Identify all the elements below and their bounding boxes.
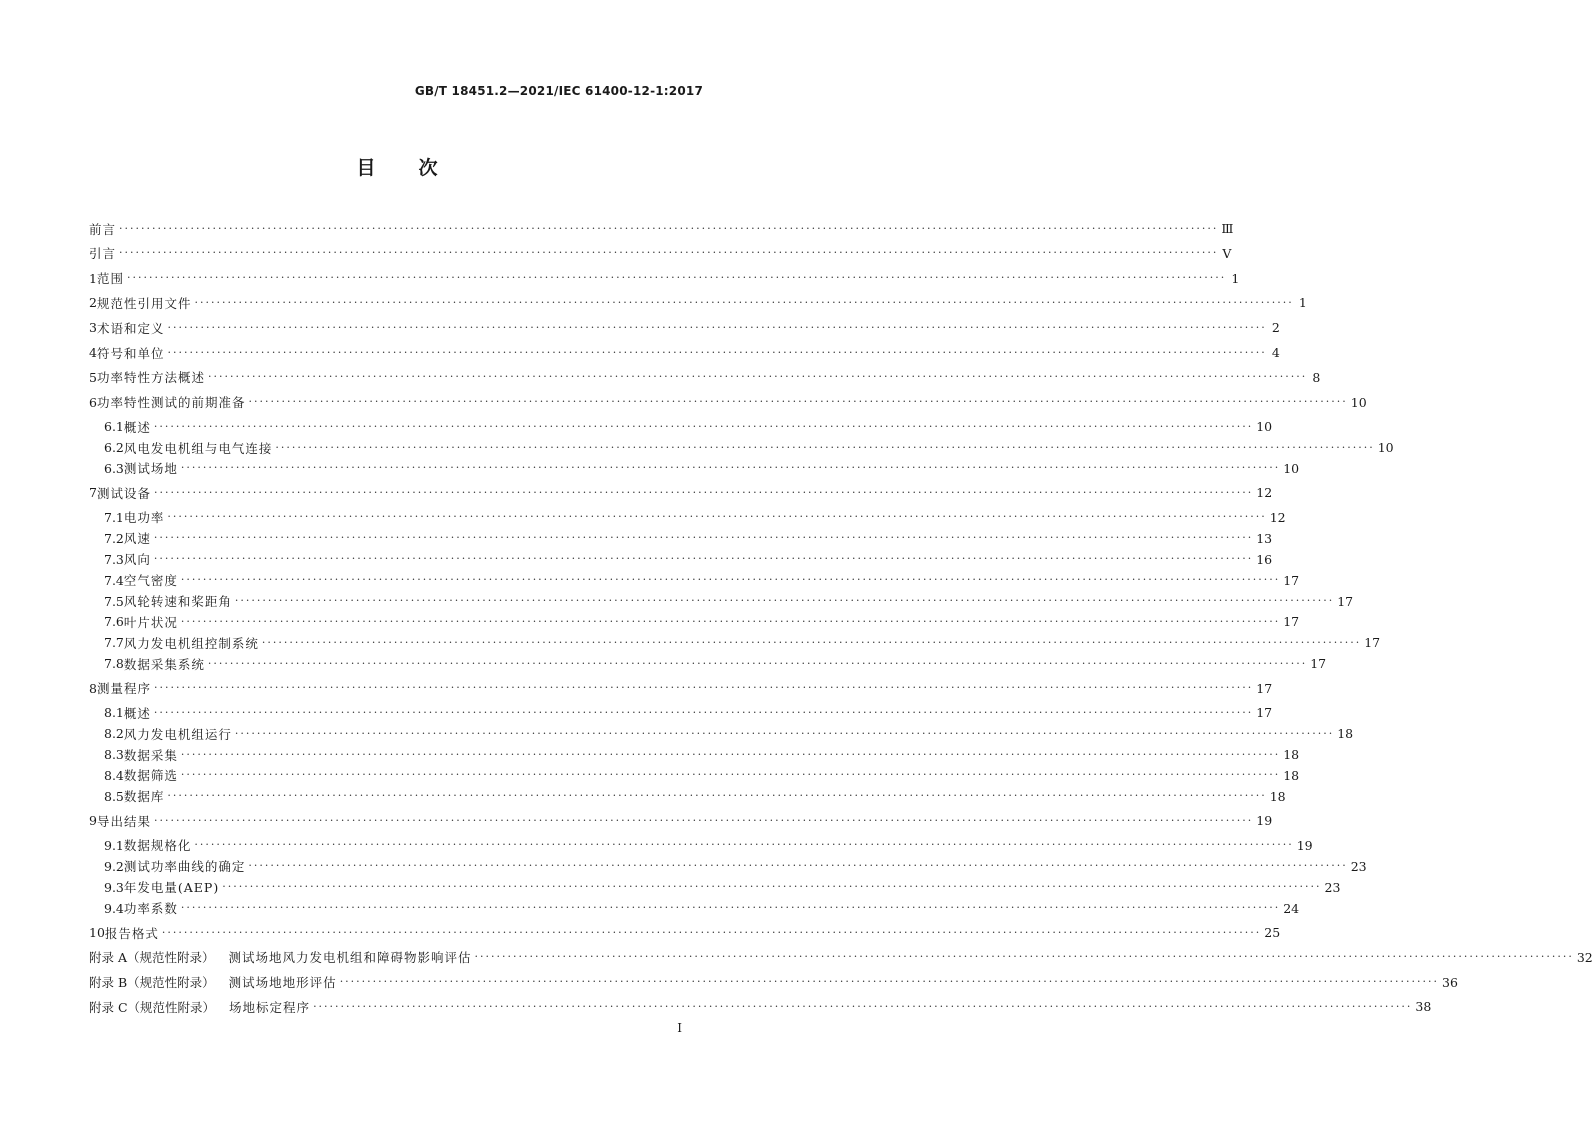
toc-entry[interactable] xyxy=(89,243,1232,264)
page-number: I xyxy=(677,1021,682,1035)
toc-entry[interactable] xyxy=(104,653,1327,674)
toc-leader-dots: ········································································································································································································ xyxy=(167,789,1267,803)
toc-entry[interactable] xyxy=(89,268,1240,289)
toc-entry-page: 18 xyxy=(1337,726,1354,742)
toc-entry-label: 测试场地风力发电机组和障碍物影响评估 xyxy=(228,950,472,966)
toc-entry-number: 4 xyxy=(89,345,97,360)
toc-entry[interactable] xyxy=(104,570,1300,591)
toc-leader-dots: ········································································································································································································ xyxy=(207,656,1308,670)
toc-entry[interactable] xyxy=(104,786,1286,807)
toc-entry[interactable] xyxy=(104,437,1394,458)
toc-entry-number: 9.3 xyxy=(104,879,124,895)
toc-entry-label: 功率系数 xyxy=(123,901,178,916)
toc-leader-dots: ········································································································································································································ xyxy=(207,370,1308,384)
toc-leader-dots: ········································································································································································································ xyxy=(153,531,1254,545)
toc-leader-dots: ········································································································································································································ xyxy=(180,768,1281,782)
toc-leader-dots: ········································································································································································································ xyxy=(339,975,1440,989)
toc-entry-label: 概述 xyxy=(123,419,151,435)
toc-entry-page: 32 xyxy=(1576,949,1593,965)
toc-entry-label: 引言 xyxy=(89,246,117,262)
toc-entry[interactable] xyxy=(104,528,1273,549)
toc-entry-page: 18 xyxy=(1283,747,1300,762)
toc-entry[interactable] xyxy=(89,482,1273,503)
toc-leader-dots: ········································································································································································································ xyxy=(153,681,1254,695)
toc-leader-dots: ········································································································································································································ xyxy=(153,705,1254,719)
toc-leader-dots: ········································································································································································································ xyxy=(180,901,1281,914)
toc-entry-number: 7.1 xyxy=(104,509,124,525)
toc-entry-label: 年发电量(AEP) xyxy=(123,880,220,896)
toc-entry-label: 概述 xyxy=(123,705,151,721)
toc-entry-page: 17 xyxy=(1337,593,1354,609)
toc-leader-dots: ········································································································································································································ xyxy=(119,221,1219,235)
toc-entry[interactable] xyxy=(104,898,1300,919)
toc-leader-dots: ········································································································································································································ xyxy=(222,880,1322,894)
toc-entry[interactable] xyxy=(104,856,1367,877)
toc-entry[interactable] xyxy=(104,877,1341,898)
toc-entry-label: 电功率 xyxy=(123,510,165,526)
toc-entry-number: 8.4 xyxy=(104,767,124,783)
toc-leader-dots: ········································································································································································································ xyxy=(275,440,1375,454)
toc-entry-page: 2 xyxy=(1271,320,1280,336)
toc-entry-number: 附录 B（规范性附录） xyxy=(89,975,215,991)
toc-entry-number: 1 xyxy=(89,270,97,286)
toc-entry-label: 场地标定程序 xyxy=(229,999,311,1015)
toc-leader-dots: ········································································································································································································ xyxy=(119,246,1219,260)
toc-entry-number: 7.4 xyxy=(104,572,124,588)
toc-entry-page: 19 xyxy=(1296,837,1313,853)
toc-entry[interactable] xyxy=(104,458,1300,479)
toc-entry-page: 12 xyxy=(1256,485,1273,501)
toc-entry-number: 附录 C（规范性附录） xyxy=(89,999,216,1015)
toc-entry-page: 23 xyxy=(1324,879,1341,895)
toc-entry-label: 测量程序 xyxy=(96,681,151,697)
toc-entry-number: 附录 A（规范性附录） xyxy=(89,950,215,966)
toc-leader-dots: ········································································································································································································ xyxy=(313,999,1413,1013)
toc-leader-dots: ········································································································································································································ xyxy=(161,925,1262,939)
toc-entry-label: 风电发电机组与电气连接 xyxy=(123,440,273,456)
toc-entry-number: 6 xyxy=(89,394,97,410)
toc-entry-label: 符号和单位 xyxy=(96,345,165,361)
title-char-2: 次 xyxy=(418,157,438,179)
toc-entry-number: 3 xyxy=(89,320,97,336)
toc-entry-number: 7.2 xyxy=(104,530,124,546)
toc-entry-page: 10 xyxy=(1377,440,1394,455)
toc-entry[interactable] xyxy=(104,723,1354,744)
toc-entry-label: 风轮转速和桨距角 xyxy=(123,594,232,609)
toc-entry[interactable] xyxy=(104,549,1273,570)
toc-entry[interactable] xyxy=(89,922,1281,943)
toc-entry-label: 测试场地 xyxy=(123,461,178,477)
toc-entry-page: 16 xyxy=(1256,551,1273,567)
toc-entry-number: 8.5 xyxy=(104,788,124,804)
toc-entry[interactable] xyxy=(104,744,1300,765)
toc-entry-page: 19 xyxy=(1256,813,1273,829)
toc-entry-number: 8.2 xyxy=(104,726,124,742)
toc-entry-label: 数据筛选 xyxy=(123,768,178,784)
toc-entry-page: 17 xyxy=(1256,680,1273,696)
toc-entry-page: 1 xyxy=(1231,270,1240,286)
toc-entry-page: 17 xyxy=(1283,572,1300,588)
toc-leader-dots: ········································································································································································································ xyxy=(126,271,1227,285)
toc-entry[interactable] xyxy=(104,591,1354,612)
toc-entry-label: 风向 xyxy=(123,552,151,568)
toc-leader-dots: ········································································································································································································ xyxy=(167,320,1267,334)
toc-entry-page: 17 xyxy=(1283,614,1300,630)
toc-entry-number: 7.3 xyxy=(104,551,124,567)
toc-entry-page: 36 xyxy=(1442,974,1458,990)
toc-entry[interactable] xyxy=(104,765,1300,786)
toc-entry-label: 功率特性方法概述 xyxy=(96,370,205,386)
toc-leader-dots: ········································································································································································································ xyxy=(234,726,1335,740)
toc-entry-page: 1 xyxy=(1298,295,1307,311)
toc-entry-number: 2 xyxy=(89,295,97,311)
toc-entry-page: 8 xyxy=(1312,369,1321,385)
toc-entry-label: 术语和定义 xyxy=(96,320,165,336)
toc-entry-number: 9 xyxy=(89,813,97,829)
toc-entry-page: 18 xyxy=(1283,767,1300,783)
toc-entry-number: 7.6 xyxy=(104,614,124,630)
toc-leader-dots: ········································································································································································································ xyxy=(474,950,1574,964)
toc-entry-page: 18 xyxy=(1269,788,1286,804)
toc-entry-label: 测试功率曲线的确定 xyxy=(123,859,246,875)
toc-entry[interactable] xyxy=(104,611,1300,632)
toc-entry-label: 前言 xyxy=(89,221,117,237)
toc-entry-page: 13 xyxy=(1256,530,1273,546)
toc-entry[interactable] xyxy=(104,835,1313,856)
toc-entry-label: 测试设备 xyxy=(96,485,151,501)
toc-entry-page: Ⅴ xyxy=(1222,245,1232,261)
toc-entry-number: 7.8 xyxy=(104,656,124,672)
toc-entry[interactable] xyxy=(89,810,1273,831)
toc-entry-page: Ⅲ xyxy=(1221,221,1234,236)
toc-entry-label: 报告格式 xyxy=(104,925,159,941)
toc-entry-number: 5 xyxy=(89,369,97,385)
toc-entry[interactable] xyxy=(104,416,1273,437)
toc-leader-dots: ········································································································································································································ xyxy=(194,295,1294,309)
toc-entry-page: 12 xyxy=(1269,509,1286,525)
toc-entry-label: 叶片状况 xyxy=(123,614,178,630)
toc-leader-dots: ········································································································································································································ xyxy=(153,485,1254,499)
toc-entry[interactable] xyxy=(89,367,1321,388)
toc-entry-label: 风速 xyxy=(123,531,151,547)
toc-leader-dots: ········································································································································································································ xyxy=(180,461,1281,475)
toc-leader-dots: ········································································································································································································ xyxy=(180,747,1281,761)
toc-entry[interactable] xyxy=(104,507,1286,528)
toc-entry-label: 范围 xyxy=(96,271,124,287)
toc-entry-number: 9.1 xyxy=(104,837,124,853)
toc-entry-label: 空气密度 xyxy=(123,573,178,589)
toc-entry-label: 风力发电机组控制系统 xyxy=(123,635,259,651)
toc-entry-number: 8.3 xyxy=(104,747,124,762)
toc-entry-page: 23 xyxy=(1350,858,1367,874)
toc-entry-label: 数据库 xyxy=(123,789,165,805)
toc-entry-label: 导出结果 xyxy=(96,813,151,829)
toc-entry[interactable] xyxy=(89,947,1593,968)
toc-entry-label: 风力发电机组运行 xyxy=(123,726,232,742)
toc-entry-page: 10 xyxy=(1283,460,1300,476)
toc-entry-number: 10 xyxy=(89,925,105,940)
toc-entry-page: 25 xyxy=(1264,925,1281,940)
toc-entry[interactable] xyxy=(104,702,1273,723)
toc-entry-page: 17 xyxy=(1364,635,1381,651)
toc-leader-dots: ········································································································································································································ xyxy=(248,859,1348,873)
toc-entry-number: 7.7 xyxy=(104,635,124,651)
toc-entry-label: 数据采集系统 xyxy=(123,656,205,672)
toc-entry-label: 数据采集 xyxy=(123,747,178,763)
toc-entry[interactable] xyxy=(89,342,1280,363)
toc-entry-page: 17 xyxy=(1256,705,1273,721)
toc-entry-page: 17 xyxy=(1310,656,1327,672)
toc-leader-dots: ········································································································································································································ xyxy=(248,395,1348,409)
toc-entry[interactable] xyxy=(89,317,1280,338)
toc-leader-dots: ········································································································································································································ xyxy=(153,813,1254,827)
toc-entry-number: 6.1 xyxy=(104,419,124,435)
toc-entry-number: 8.1 xyxy=(104,705,124,721)
toc-entry[interactable] xyxy=(89,218,1234,239)
toc-entry[interactable] xyxy=(89,392,1367,413)
toc-leader-dots: ········································································································································································································ xyxy=(234,594,1335,607)
toc-leader-dots: ········································································································································································································ xyxy=(153,419,1254,433)
toc-entry-number: 6.2 xyxy=(104,440,124,455)
toc-entry-page: 24 xyxy=(1283,900,1300,916)
toc-entry-page: 4 xyxy=(1271,345,1280,360)
toc-leader-dots: ········································································································································································································ xyxy=(167,345,1267,359)
toc-entry-number: 8 xyxy=(89,680,97,696)
toc-entry-label: 规范性引用文件 xyxy=(96,295,192,311)
toc-leader-dots: ········································································································································································································ xyxy=(180,573,1281,587)
toc-leader-dots: ········································································································································································································ xyxy=(153,552,1254,566)
toc-entry-number: 9.2 xyxy=(104,858,124,874)
toc-entry-page: 38 xyxy=(1415,999,1432,1015)
toc-entry-label: 功率特性测试的前期准备 xyxy=(96,395,246,411)
toc-entry-number: 6.3 xyxy=(104,460,124,476)
toc-entry[interactable] xyxy=(89,678,1273,699)
toc-entry-number: 7 xyxy=(89,485,97,501)
toc-entry-label: 数据规格化 xyxy=(123,838,192,854)
toc-entry[interactable] xyxy=(89,292,1307,313)
toc-entry[interactable] xyxy=(89,996,1432,1017)
toc-entry-label: 测试场地地形评估 xyxy=(228,975,337,991)
toc-leader-dots: ········································································································································································································ xyxy=(180,614,1281,628)
toc-leader-dots: ········································································································································································································ xyxy=(167,510,1267,524)
toc-leader-dots: ········································································································································································································ xyxy=(194,838,1294,852)
toc-entry-number: 9.4 xyxy=(104,900,124,916)
toc-entry[interactable] xyxy=(104,632,1381,653)
toc-entry[interactable] xyxy=(89,972,1458,993)
toc-entry-page: 10 xyxy=(1256,419,1273,435)
page-title xyxy=(0,153,794,180)
toc-leader-dots: ········································································································································································································ xyxy=(261,635,1362,649)
title-char-1: 目 xyxy=(356,157,376,179)
toc-entry-page: 10 xyxy=(1350,394,1367,410)
standard-code: GB/T 18451.2—2021/IEC 61400-12-1:2017 xyxy=(414,84,703,98)
toc-entry-number: 7.5 xyxy=(104,593,124,609)
